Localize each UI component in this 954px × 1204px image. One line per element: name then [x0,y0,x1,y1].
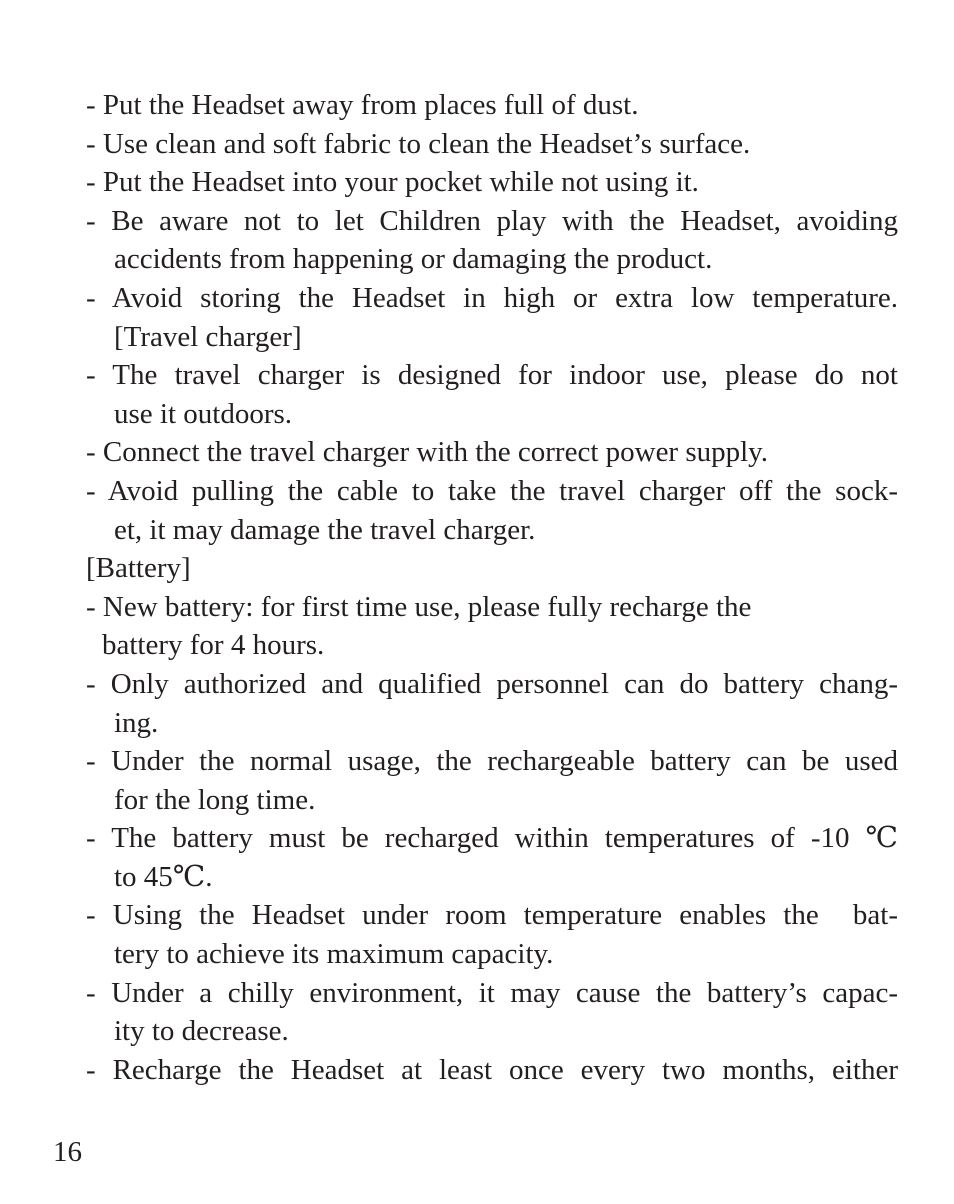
section-heading-travel-charger: [Travel charger] [114,320,302,353]
text-line: ing. [114,706,159,739]
section-heading-battery: [Battery] [86,552,191,585]
text-line: - Use clean and soft fabric to clean the Headset’s surface. [86,127,751,160]
text-line: battery for 4 hours. [102,629,325,662]
page-number: 16 [53,1136,82,1168]
text-line: - The travel charger is designed for indoor use, please do not [86,359,898,392]
text-line: accidents from happening or damaging the product. [114,243,713,276]
text-line: - Put the Headset into your pocket while not using it. [86,166,699,199]
text-line: tery to achieve its maximum capacity. [114,938,554,971]
text-line: - Put the Headset away from places full of dust. [86,89,639,121]
text-line: - Avoid storing the Headset in high or extra low temperature. [86,281,898,314]
text-line: - Connect the travel charger with the correct power supply. [86,436,769,469]
text-line: - New battery: for first time use, please fully recharge the [86,590,752,623]
text-line: - Under a chilly environment, it may cause the battery’s capac- [86,976,898,1009]
text-line: - Be aware not to let Children play with the Headset, avoiding [86,204,898,237]
text-line: - Avoid pulling the cable to take the travel charger off the sock- [86,474,898,507]
text-line: et, it may damage the travel charger. [114,513,536,546]
text-line: - Recharge the Headset at least once every two months, either [86,1053,898,1086]
page-body [86,86,898,1089]
text-line: - The battery must be recharged within temperatures of -10 ℃ [86,822,898,855]
text-line: - Under the normal usage, the rechargeable battery can be used [86,745,898,778]
text-line: - Using the Headset under room temperature enables the bat- [86,899,898,932]
text-line: use it outdoors. [114,397,293,430]
text-line: for the long time. [114,783,316,816]
text-line: ity to decrease. [114,1015,289,1048]
text-line: - Only authorized and qualified personnel can do battery chang- [86,667,898,700]
text-line: to 45℃. [114,860,213,893]
